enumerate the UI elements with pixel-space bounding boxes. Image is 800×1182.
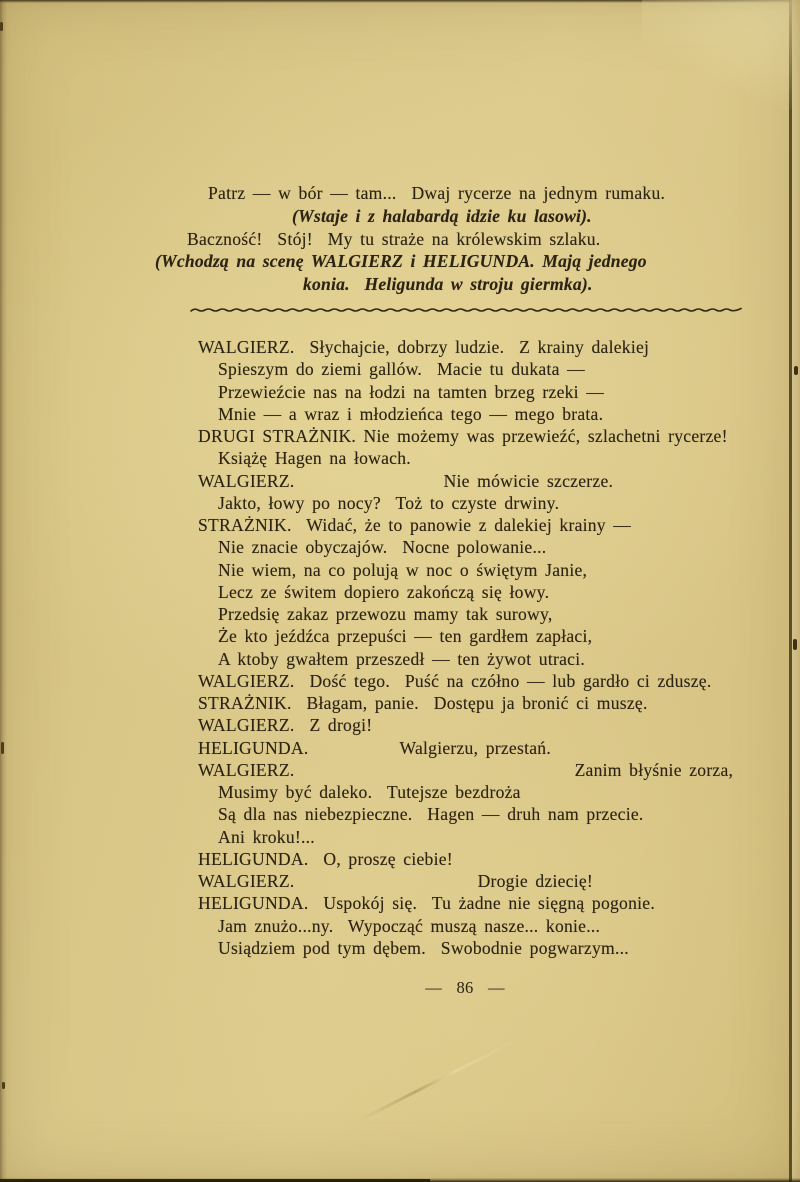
dialogue-line: Przedsię zakaz przewozu mamy tak surowy, bbox=[218, 604, 553, 624]
dialogue-line: Musimy być daleko. Tutejsze bezdroża bbox=[218, 782, 521, 802]
stage-direction-line: konia. Heligunda w stroju giermka). bbox=[303, 274, 593, 295]
dialogue-line: HELIGUNDA. Uspokój się. Tu żadne nie sięgną pogonie. bbox=[198, 893, 655, 914]
dialogue-line bbox=[198, 737, 758, 759]
verse-reply: Nie mówicie szczerze. bbox=[443, 470, 614, 491]
dialogue-line: Ani kroku!... bbox=[218, 826, 315, 847]
dialogue-block bbox=[198, 336, 758, 959]
page-number: — 86 — bbox=[425, 978, 505, 997]
dialogue-line: Nie wiem, na co polują w noc o świętym Janie, bbox=[218, 559, 588, 580]
verse-reply: Drogie dziecię! bbox=[477, 871, 594, 891]
dialogue-line: Przewieźcie nas na łodzi na tamten brzeg rzeki — bbox=[218, 381, 605, 402]
speaker-label: HELIGUNDA. bbox=[198, 737, 309, 758]
paper-speck bbox=[793, 639, 797, 650]
dialogue-line: Nie znacie obyczajów. Nocne polowanie... bbox=[218, 537, 547, 558]
dialogue-line: DRUGI STRAŻNIK. Nie możemy was przewieźć, szlachetni rycerze! bbox=[198, 426, 728, 446]
dialogue-line: Mnie — a wraz i młodzieńca tego — mego brata. bbox=[218, 403, 604, 424]
dialogue-line: Jam znużo...ny. Wypocząć muszą nasze... konie... bbox=[218, 915, 601, 936]
stage-direction-line: (Wstaje i z halabardą idzie ku lasowi). bbox=[292, 205, 592, 226]
dialogue-line: Książę Hagen na łowach. bbox=[218, 448, 411, 469]
dialogue-line: WALGIERZ. Dość tego. Puść na czółno — lub gardło ci zduszę. bbox=[198, 670, 712, 691]
corner-highlight bbox=[642, 0, 792, 110]
dialogue-line: Usiądziem pod tym dębem. Swobodnie pogwarzym... bbox=[218, 937, 629, 958]
dialogue-line: Że kto jeźdźca przepuści — ten gardłem zapłaci, bbox=[218, 626, 593, 647]
dialogue-line: Są dla nas niebezpieczne. Hagen — druh nam przecie. bbox=[218, 804, 644, 825]
speaker-label: WALGIERZ. bbox=[198, 470, 295, 491]
dialogue-line: Lecz ze świtem dopiero zakończą się łowy. bbox=[218, 581, 550, 602]
verse-gap bbox=[295, 486, 444, 487]
paper-speck bbox=[1, 742, 4, 754]
dialogue-line bbox=[198, 759, 758, 781]
dialogue-line: STRAŻNIK. Błagam, panie. Dostępu ja bronić ci muszę. bbox=[198, 693, 648, 713]
dialogue-line bbox=[198, 870, 758, 892]
dialogue-line: HELIGUNDA. O, proszę ciebie! bbox=[198, 848, 453, 869]
speaker-label: WALGIERZ. bbox=[198, 871, 295, 891]
verse-gap bbox=[309, 753, 400, 754]
dialogue-line: Spieszym do ziemi gallów. Macie tu dukata — bbox=[218, 359, 585, 380]
dialogue-line: A ktoby gwałtem przeszedł — ten żywot utraci. bbox=[218, 648, 585, 669]
verse-line: Patrz — w bór — tam... Dwaj rycerze na jednym rumaku. bbox=[208, 183, 666, 203]
verse-line: Baczność! Stój! My tu straże na królewskim szlaku. bbox=[187, 228, 601, 249]
paper-speck bbox=[794, 366, 798, 375]
dialogue-line: WALGIERZ. Słychajcie, dobrzy ludzie. Z krainy dalekiej bbox=[198, 337, 650, 357]
fold-crease bbox=[361, 1038, 518, 1120]
page-edge-right bbox=[789, 0, 792, 1182]
carryover-block bbox=[0, 182, 800, 296]
page-edge-left bbox=[0, 0, 7, 1182]
verse-reply: Zanim błyśnie zorza, bbox=[574, 759, 734, 780]
verse-gap bbox=[295, 886, 478, 887]
stage-direction-line: (Wchodzą na scenę WALGIERZ i HELIGUNDA. Mają jednego bbox=[155, 251, 647, 272]
section-rule bbox=[190, 305, 742, 316]
speaker-label: WALGIERZ. bbox=[198, 759, 295, 780]
dialogue-line: Jakto, łowy po nocy? Toż to czyste drwiny. bbox=[218, 492, 560, 513]
paper-speck bbox=[2, 1082, 5, 1089]
dialogue-line: WALGIERZ. Z drogi! bbox=[198, 715, 373, 736]
dialogue-line: STRAŻNIK. Widać, że to panowie z dalekiej krainy — bbox=[198, 515, 632, 535]
paper-speck bbox=[0, 22, 3, 31]
page-edge-right-margin bbox=[792, 0, 800, 1182]
verse-reply: Walgierzu, przestań. bbox=[399, 737, 551, 758]
verse-gap bbox=[295, 775, 575, 776]
dialogue-line bbox=[198, 470, 758, 492]
